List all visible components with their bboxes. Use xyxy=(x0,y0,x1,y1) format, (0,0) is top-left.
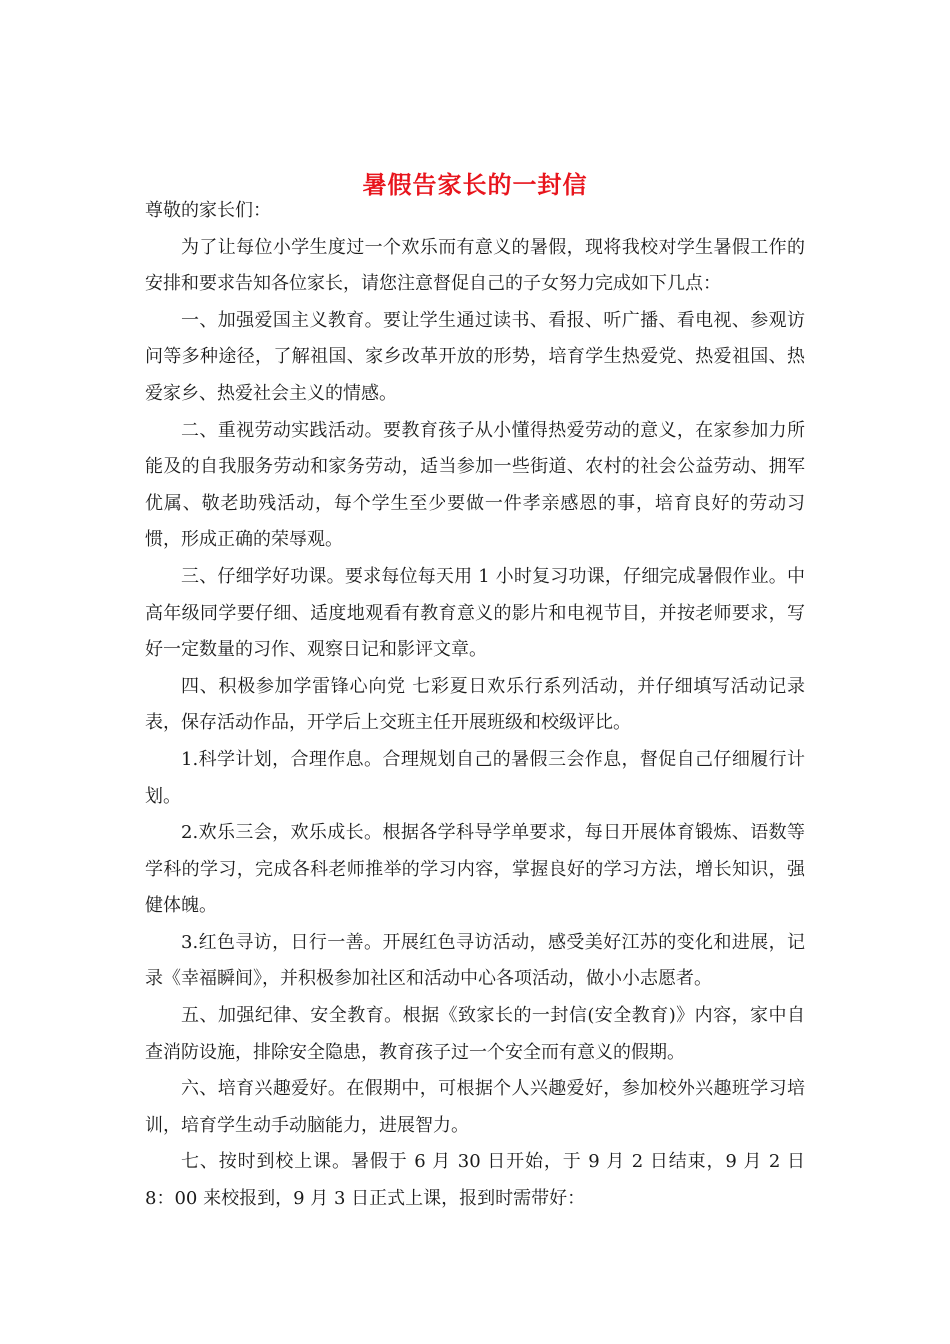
paragraph-activities: 四、积极参加学雷锋心向党 七彩夏日欢乐行系列活动，并仔细填写活动记录表，保存活动作品，开学后上交班主任开展班级和校级评比。 xyxy=(145,675,805,734)
document-title: 暑假告家长的一封信 xyxy=(362,170,588,200)
paragraph-safety: 五、加强纪律、安全教育。根据《致家长的一封信(安全教育)》内容，家中自查消防设施，排除安全隐患，教育孩子过一个安全而有意义的假期。 xyxy=(145,1005,805,1063)
paragraph-school-start: 七、按时到校上课。暑假于 6 月 30 日开始，于 9 月 2 日结束，9 月 2 日 8：00 来校报到，9 月 3 日正式上课，报到时需带好： xyxy=(145,1151,805,1210)
paragraph-item-3: 3.红色寻访，日行一善。开展红色寻访活动，感受美好江苏的变化和进展，记录《幸福瞬间》，并积极参加社区和活动中心各项活动，做小小志愿者。 xyxy=(145,931,805,990)
paragraph-intro: 为了让每位小学生度过一个欢乐而有意义的暑假，现将我校对学生暑假工作的安排和要求告知各位家长，请您注意督促自己的子女努力完成如下几点： xyxy=(145,236,805,295)
paragraph-interests: 六、培育兴趣爱好。在假期中，可根据个人兴趣爱好，参加校外兴趣班学习培训，培育学生动手动脑能力，进展智力。 xyxy=(145,1078,805,1136)
salutation: 尊敬的家长们： xyxy=(145,200,271,221)
paragraph-study: 三、仔细学好功课。要求每位每天用 1 小时复习功课，仔细完成暑假作业。中高年级同学要仔细、适度地观看有教育意义的影片和电视节目，并按老师要求，写好一定数量的习作、观察日记和影评文章。 xyxy=(145,565,805,661)
paragraph-item-1: 1.科学计划，合理作息。合理规划自己的暑假三会作息，督促自己仔细履行计划。 xyxy=(145,748,805,807)
paragraph-item-2: 2.欢乐三会，欢乐成长。根据各学科导学单要求，每日开展体育锻炼、语数等学科的学习，完成各科老师推举的学习内容，掌握良好的学习方法，增长知识，强健体魄。 xyxy=(145,822,805,917)
paragraph-labor-practice: 二、重视劳动实践活动。要教育孩子从小懂得热爱劳动的意义，在家参加力所能及的自我服务劳动和家务劳动，适当参加一些街道、农村的社会公益劳动、拥军优属、敬老助残活动，每个学生至少要做一件孝亲感恩的事，培育良好的劳动习惯，形成正确的荣辱观。 xyxy=(145,419,805,551)
paragraph-patriotic-education: 一、加强爱国主义教育。要让学生通过读书、看报、听广播、看电视、参观访问等多种途径，了解祖国、家乡改革开放的形势，培育学生热爱党、热爱祖国、热爱家乡、热爱社会主义的情感。 xyxy=(145,309,805,404)
letter-body xyxy=(145,193,805,1218)
